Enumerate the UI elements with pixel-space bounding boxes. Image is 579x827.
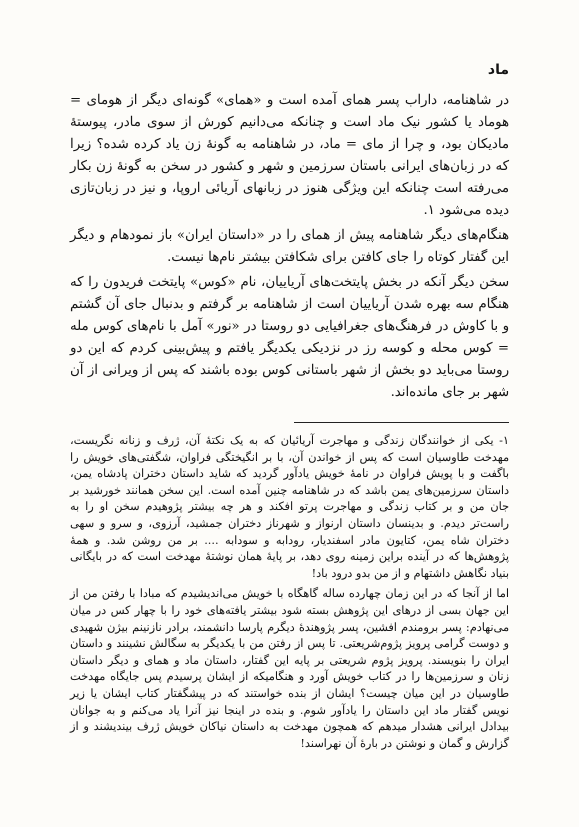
footnote-separator bbox=[294, 422, 509, 423]
footnotes bbox=[70, 433, 509, 752]
main-paragraph: در شاهنامه، داراب پسر همای آمده است و «همای» گونه‌ای دیگر از هومای = هوماد یا کشور نیک ماد است و چنانکه می‌دانیم کورش از سوی مادر، پیوستهٔ مادیکان بود، و چرا از مای = ماد، در شاهنامه به گونهٔ زن یاد کرده شده؟ زیرا که در زبان‌های ایرانی باستان سرزمین و شهر و کشور در سخن به گونهٔ زن بکار می‌رفته است چنانکه این ویژگی هنوز در زبانهای آریائی اروپا، و نیز در زبان‌تازی دیده می‌شود ۱. bbox=[70, 93, 509, 218]
main-paragraph: سخن دیگر آنکه در بخش پایتخت‌های آریاییان، نام «کوس» پایتخت فریدون را که هنگام سه بهره شدن آریاییان است از شاهنامه بر گرفتم و بدنبال جای آن گشتم و با کاوش در فرهنگ‌های جغرافیایی دو روستا در «نور» آمل با نام‌های کوس مله = کوس محله و کوسه رز در نزدیکی یکدیگر یافتم و پیش‌بینی کردم که این دو روستا می‌باید دو بخش از شهر باستانی کوس بوده باشند که پس از ویرانی از آن شهر بر جای مانده‌اند. bbox=[70, 275, 509, 400]
footnote-paragraph: اما از آنجا که در این زمان چهارده ساله گاهگاه با خویش می‌اندیشیدم که مبادا با رفتن من از این جهان بسی از درهای این پژوهش بسته شود بیشتر یافته‌های خود را با چهار کس در میان می‌نهادم: پسر برومندم افشین، پسر پژوهندهٔ دیگرم پارسا دانشمند، برادر نازنینم بیژن شهیدی و دوست گرامی پرویز پژوم‌شریعتی. تا پس از رفتن من با یکدیگر به سگالش نشینند و داستان ایران را بنویسند. پرویز پژوم شریعتی بر پایه این گفتار، داستان ماد و همای و دیگر داستان زنان و سرزمین‌ها را در کتاب خویش آورد و هنگامیکه از ایشان پرسیدم پس جایگاه مهدخت طاوسیان در این میان چیست؟ ایشان از بنده خواستند که در پیشگفتار کتاب ایشان یا زیر نویس گفتار ماد این داستان را یادآور شوم. و بنده در اینجا نیز آنرا یاد می‌کنم و به جوانان بیدادل ایرانی هشدار میدهم که همچون مهدخت به داستان نیاکان خویش ژرف بیندیشند و از گزارش و گمان و نوشتن در بارهٔ آن نهراسند! bbox=[70, 587, 509, 750]
main-text bbox=[70, 90, 509, 404]
footnote-paragraph: ۱- یکی از خوانندگان زندگی و مهاجرت آریائیان که به یک نکتهٔ آن، ژرف و زنانه نگریست، مهدخت طاوسیان است که پس از خواندن آن، با بر انگیختگی فراوان، شگفتی‌های خویش را باگفت و با پویش فراوان در نامهٔ خویش یادآور گردید که شاید داستان دختران پادشاه یمن، داستان سرزمین‌های یمن باشد که در شاهنامه چنین آمده است. این سخن همانند خورشید بر جان من و بر کتاب زندگی و مهاجرت پرتو افکند و هر چه بیشتر پژوهیدم سخن او را به راست‌تر دیدم. و بدینسان داستان ارنواز و شهرناز دختران جمشید، آرزوی، و سرو و سهی دختران شاه یمن، کتایون مادر اسفندیار، رودابه و سودابه .... بر من روشن شد. و همهٔ پژوهش‌ها که در آینده براین زمینه روی دهد، بر پایهٔ همان نوشتهٔ مهدخت است که در بایگانی بنیاد نگاهش داشتهام و از من بدو درود باد! bbox=[70, 434, 509, 580]
main-paragraph: هنگام‌های دیگر شاهنامه پیش از همای را در «داستان ایران» باز نمودهام و دیگر این گفتار کوتاه را جای کافتن برای شکافتن بیشتر نام‌ها نیست. bbox=[70, 228, 509, 265]
page-header: ماد bbox=[487, 62, 509, 78]
